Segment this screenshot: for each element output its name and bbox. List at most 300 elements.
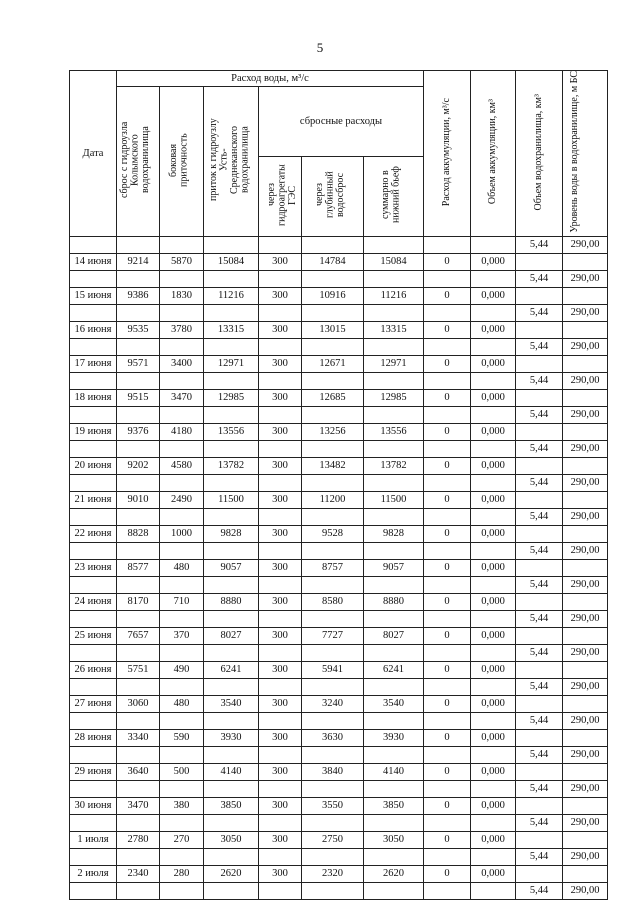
cell-inflow: 4140: [204, 763, 259, 780]
cell-empty: [471, 474, 516, 491]
cell-inflow: 9828: [204, 525, 259, 542]
cell-empty: [70, 542, 117, 559]
cell-outflow: 9571: [117, 355, 160, 372]
cell-empty: [204, 780, 259, 797]
cell-total: 2620: [364, 865, 424, 882]
cell-empty: [302, 644, 364, 661]
cell-hpp: 300: [259, 389, 302, 406]
cell-inflow: 13315: [204, 321, 259, 338]
level-row: [70, 474, 608, 491]
header-outflow: сброс с гидроузла Колымского водохранилища: [117, 87, 160, 237]
cell-empty: [204, 508, 259, 525]
cell-total: 13556: [364, 423, 424, 440]
cell-spillway: 3630: [302, 729, 364, 746]
cell-empty: [70, 406, 117, 423]
cell-volume: 5,44: [516, 474, 563, 491]
cell-acc-vol: 0,000: [471, 865, 516, 882]
cell-outflow: 8828: [117, 525, 160, 542]
cell-empty: [424, 474, 471, 491]
level-row: [70, 678, 608, 695]
table-row: [70, 525, 608, 542]
cell-empty: [471, 746, 516, 763]
cell-empty: [364, 848, 424, 865]
cell-total: 8880: [364, 593, 424, 610]
header-flow-group: Расход воды, м³/с: [117, 71, 424, 87]
cell-date: 1 июля: [70, 831, 117, 848]
table-body: [70, 236, 608, 899]
table-row: [70, 729, 608, 746]
cell-lateral: 4580: [160, 457, 204, 474]
cell-empty: [70, 270, 117, 287]
cell-outflow: 9010: [117, 491, 160, 508]
cell-empty: [160, 814, 204, 831]
cell-inflow: 15084: [204, 253, 259, 270]
cell-empty: [117, 270, 160, 287]
cell-inflow: 12985: [204, 389, 259, 406]
level-row: [70, 406, 608, 423]
cell-spillway: 12671: [302, 355, 364, 372]
cell-hpp: 300: [259, 729, 302, 746]
cell-empty: [204, 474, 259, 491]
cell-empty: [424, 576, 471, 593]
cell-empty: [471, 712, 516, 729]
cell-empty: [259, 644, 302, 661]
cell-empty: [364, 474, 424, 491]
cell-inflow: 6241: [204, 661, 259, 678]
cell-empty: [563, 729, 608, 746]
cell-empty: [424, 780, 471, 797]
cell-outflow: 9376: [117, 423, 160, 440]
header-lateral: боковая приточность: [160, 87, 204, 237]
cell-hpp: 300: [259, 491, 302, 508]
cell-total: 8027: [364, 627, 424, 644]
cell-volume: 5,44: [516, 542, 563, 559]
cell-acc-vol: 0,000: [471, 321, 516, 338]
cell-spillway: 11200: [302, 491, 364, 508]
cell-outflow: 3340: [117, 729, 160, 746]
header-reservoir-volume: Объем водохранилища, км³: [516, 71, 563, 237]
cell-empty: [424, 304, 471, 321]
cell-empty: [364, 780, 424, 797]
cell-outflow: 2340: [117, 865, 160, 882]
cell-hpp: 300: [259, 253, 302, 270]
cell-inflow: 13782: [204, 457, 259, 474]
table-row: [70, 627, 608, 644]
level-row: [70, 338, 608, 355]
level-row: [70, 576, 608, 593]
cell-level: 290,00: [563, 372, 608, 389]
table-row: [70, 321, 608, 338]
cell-empty: [563, 355, 608, 372]
cell-empty: [160, 678, 204, 695]
cell-hpp: 300: [259, 355, 302, 372]
cell-empty: [259, 576, 302, 593]
table-row: [70, 253, 608, 270]
cell-empty: [364, 576, 424, 593]
level-row: [70, 610, 608, 627]
cell-acc-rate: 0: [424, 797, 471, 814]
cell-inflow: 11500: [204, 491, 259, 508]
cell-empty: [117, 882, 160, 899]
cell-empty: [160, 610, 204, 627]
cell-empty: [302, 848, 364, 865]
cell-empty: [204, 610, 259, 627]
cell-hpp: 300: [259, 321, 302, 338]
cell-empty: [302, 678, 364, 695]
cell-empty: [563, 389, 608, 406]
cell-empty: [424, 644, 471, 661]
cell-empty: [259, 814, 302, 831]
initial-level-row: [70, 236, 608, 253]
cell-empty: [117, 814, 160, 831]
cell-empty: [70, 508, 117, 525]
cell-empty: [424, 848, 471, 865]
cell-spillway: 13015: [302, 321, 364, 338]
header-through-hpp: через гидроагрегаты ГЭС: [259, 156, 302, 236]
cell-empty: [364, 882, 424, 899]
cell-empty: [516, 559, 563, 576]
cell-empty: [160, 576, 204, 593]
cell-date: 30 июня: [70, 797, 117, 814]
cell-empty: [563, 287, 608, 304]
cell-empty: [302, 610, 364, 627]
cell-empty: [204, 338, 259, 355]
cell-outflow: 5751: [117, 661, 160, 678]
cell-spillway: 8580: [302, 593, 364, 610]
cell-outflow: 3640: [117, 763, 160, 780]
level-row: [70, 712, 608, 729]
cell-empty: [204, 406, 259, 423]
cell-empty: [516, 627, 563, 644]
cell-lateral: 710: [160, 593, 204, 610]
header-total-downstream: суммарно в нижний бьеф: [364, 156, 424, 236]
cell-empty: [70, 338, 117, 355]
cell-level: 290,00: [563, 270, 608, 287]
cell-empty: [204, 678, 259, 695]
cell-outflow: 9515: [117, 389, 160, 406]
cell-total: 9828: [364, 525, 424, 542]
cell-empty: [302, 304, 364, 321]
cell-empty: [424, 712, 471, 729]
cell-empty: [471, 542, 516, 559]
cell-outflow: 9214: [117, 253, 160, 270]
cell-empty: [70, 236, 117, 253]
cell-empty: [70, 678, 117, 695]
cell-empty: [364, 304, 424, 321]
cell-total: 11216: [364, 287, 424, 304]
header-through-spillway: через глубинный водосброс: [302, 156, 364, 236]
cell-empty: [117, 338, 160, 355]
cell-outflow: 2780: [117, 831, 160, 848]
cell-empty: [259, 508, 302, 525]
cell-spillway: 2320: [302, 865, 364, 882]
cell-total: 6241: [364, 661, 424, 678]
table-row: [70, 797, 608, 814]
cell-empty: [516, 593, 563, 610]
cell-empty: [204, 746, 259, 763]
cell-empty: [516, 763, 563, 780]
cell-spillway: 13256: [302, 423, 364, 440]
header-accumulation-rate: Расход аккумуляции, м³/с: [424, 71, 471, 237]
cell-empty: [563, 253, 608, 270]
cell-empty: [424, 882, 471, 899]
cell-empty: [302, 338, 364, 355]
cell-empty: [516, 831, 563, 848]
cell-lateral: 1000: [160, 525, 204, 542]
cell-empty: [302, 474, 364, 491]
cell-date: 28 июня: [70, 729, 117, 746]
cell-empty: [364, 338, 424, 355]
cell-empty: [471, 678, 516, 695]
header-water-level: Уровень воды в водохранилище, м БС: [563, 71, 608, 237]
cell-empty: [204, 576, 259, 593]
cell-empty: [70, 814, 117, 831]
cell-empty: [563, 797, 608, 814]
cell-acc-rate: 0: [424, 253, 471, 270]
cell-empty: [516, 287, 563, 304]
level-row: [70, 440, 608, 457]
cell-acc-vol: 0,000: [471, 627, 516, 644]
cell-acc-vol: 0,000: [471, 253, 516, 270]
cell-empty: [70, 304, 117, 321]
cell-total: 13315: [364, 321, 424, 338]
cell-empty: [364, 712, 424, 729]
cell-empty: [471, 814, 516, 831]
cell-total: 3540: [364, 695, 424, 712]
cell-empty: [204, 644, 259, 661]
cell-inflow: 12971: [204, 355, 259, 372]
cell-acc-rate: 0: [424, 627, 471, 644]
table-row: [70, 763, 608, 780]
cell-empty: [302, 780, 364, 797]
cell-date: 24 июня: [70, 593, 117, 610]
cell-acc-vol: 0,000: [471, 559, 516, 576]
cell-acc-rate: 0: [424, 423, 471, 440]
cell-hpp: 300: [259, 423, 302, 440]
cell-volume: 5,44: [516, 508, 563, 525]
cell-hpp: 300: [259, 763, 302, 780]
cell-lateral: 280: [160, 865, 204, 882]
cell-spillway: 5941: [302, 661, 364, 678]
cell-volume: 5,44: [516, 644, 563, 661]
cell-empty: [424, 746, 471, 763]
cell-empty: [160, 406, 204, 423]
cell-date: 20 июня: [70, 457, 117, 474]
cell-hpp: 300: [259, 695, 302, 712]
cell-acc-rate: 0: [424, 729, 471, 746]
cell-empty: [70, 882, 117, 899]
header-date: Дата: [70, 71, 117, 237]
cell-empty: [302, 746, 364, 763]
cell-empty: [259, 746, 302, 763]
cell-empty: [516, 729, 563, 746]
cell-date: 2 июля: [70, 865, 117, 882]
cell-empty: [364, 610, 424, 627]
cell-empty: [302, 712, 364, 729]
cell-acc-rate: 0: [424, 661, 471, 678]
cell-volume: 5,44: [516, 678, 563, 695]
cell-acc-rate: 0: [424, 457, 471, 474]
cell-empty: [204, 542, 259, 559]
cell-acc-vol: 0,000: [471, 423, 516, 440]
cell-empty: [70, 372, 117, 389]
cell-acc-rate: 0: [424, 525, 471, 542]
level-row: [70, 814, 608, 831]
cell-empty: [471, 372, 516, 389]
cell-acc-vol: 0,000: [471, 491, 516, 508]
cell-date: 26 июня: [70, 661, 117, 678]
cell-outflow: 8170: [117, 593, 160, 610]
cell-empty: [471, 508, 516, 525]
cell-acc-vol: 0,000: [471, 797, 516, 814]
cell-acc-vol: 0,000: [471, 729, 516, 746]
cell-empty: [516, 389, 563, 406]
header-discharge-group: сбросные расходы: [259, 87, 424, 157]
cell-spillway: 13482: [302, 457, 364, 474]
cell-date: 15 июня: [70, 287, 117, 304]
cell-outflow: 3470: [117, 797, 160, 814]
level-row: [70, 780, 608, 797]
cell-empty: [259, 848, 302, 865]
cell-empty: [563, 457, 608, 474]
cell-empty: [471, 236, 516, 253]
level-row: [70, 270, 608, 287]
cell-empty: [424, 440, 471, 457]
cell-acc-vol: 0,000: [471, 831, 516, 848]
cell-level: 290,00: [563, 576, 608, 593]
cell-acc-rate: 0: [424, 321, 471, 338]
cell-volume: 5,44: [516, 814, 563, 831]
cell-lateral: 3400: [160, 355, 204, 372]
cell-empty: [117, 508, 160, 525]
cell-outflow: 9535: [117, 321, 160, 338]
cell-total: 4140: [364, 763, 424, 780]
cell-hpp: 300: [259, 593, 302, 610]
cell-volume: 5,44: [516, 610, 563, 627]
cell-lateral: 490: [160, 661, 204, 678]
cell-acc-vol: 0,000: [471, 661, 516, 678]
cell-date: 14 июня: [70, 253, 117, 270]
cell-empty: [70, 610, 117, 627]
cell-lateral: 480: [160, 559, 204, 576]
cell-empty: [302, 542, 364, 559]
cell-volume: 5,44: [516, 440, 563, 457]
cell-acc-rate: 0: [424, 831, 471, 848]
cell-empty: [302, 814, 364, 831]
cell-acc-rate: 0: [424, 491, 471, 508]
cell-empty: [471, 576, 516, 593]
cell-inflow: 3930: [204, 729, 259, 746]
cell-level: 290,00: [563, 440, 608, 457]
cell-empty: [471, 338, 516, 355]
cell-empty: [160, 440, 204, 457]
cell-volume: 5,44: [516, 712, 563, 729]
cell-empty: [516, 355, 563, 372]
cell-date: 27 июня: [70, 695, 117, 712]
table-row: [70, 661, 608, 678]
cell-inflow: 11216: [204, 287, 259, 304]
cell-date: 18 июня: [70, 389, 117, 406]
cell-empty: [302, 406, 364, 423]
cell-empty: [471, 610, 516, 627]
cell-empty: [259, 712, 302, 729]
cell-empty: [424, 406, 471, 423]
cell-date: 17 июня: [70, 355, 117, 372]
cell-level: 290,00: [563, 678, 608, 695]
cell-spillway: 9528: [302, 525, 364, 542]
header-accumulation-volume: Объем аккумуляции, км³: [471, 71, 516, 237]
cell-empty: [160, 508, 204, 525]
cell-empty: [70, 440, 117, 457]
cell-empty: [302, 576, 364, 593]
cell-lateral: 380: [160, 797, 204, 814]
cell-lateral: 4180: [160, 423, 204, 440]
cell-empty: [70, 848, 117, 865]
cell-volume: 5,44: [516, 270, 563, 287]
cell-level: 290,00: [563, 712, 608, 729]
cell-empty: [516, 321, 563, 338]
cell-empty: [204, 304, 259, 321]
cell-outflow: 9386: [117, 287, 160, 304]
cell-empty: [117, 610, 160, 627]
cell-inflow: 8880: [204, 593, 259, 610]
cell-level: 290,00: [563, 406, 608, 423]
cell-empty: [160, 270, 204, 287]
cell-empty: [516, 661, 563, 678]
cell-acc-rate: 0: [424, 389, 471, 406]
level-row: [70, 882, 608, 899]
cell-date: 23 июня: [70, 559, 117, 576]
cell-empty: [364, 814, 424, 831]
cell-inflow: 8027: [204, 627, 259, 644]
cell-lateral: 3780: [160, 321, 204, 338]
table-row: [70, 423, 608, 440]
cell-empty: [117, 440, 160, 457]
cell-volume: 5,44: [516, 338, 563, 355]
cell-empty: [516, 865, 563, 882]
cell-empty: [424, 814, 471, 831]
cell-spillway: 10916: [302, 287, 364, 304]
cell-empty: [302, 372, 364, 389]
cell-empty: [160, 848, 204, 865]
cell-empty: [424, 372, 471, 389]
cell-empty: [364, 508, 424, 525]
cell-acc-vol: 0,000: [471, 287, 516, 304]
cell-empty: [204, 270, 259, 287]
cell-empty: [563, 423, 608, 440]
cell-spillway: 7727: [302, 627, 364, 644]
cell-level: 290,00: [563, 746, 608, 763]
cell-empty: [259, 338, 302, 355]
cell-acc-vol: 0,000: [471, 457, 516, 474]
cell-volume: 5,44: [516, 304, 563, 321]
cell-acc-rate: 0: [424, 355, 471, 372]
cell-empty: [259, 610, 302, 627]
cell-date: 16 июня: [70, 321, 117, 338]
cell-total: 9057: [364, 559, 424, 576]
cell-lateral: 2490: [160, 491, 204, 508]
cell-inflow: 3050: [204, 831, 259, 848]
cell-empty: [117, 848, 160, 865]
cell-level: 290,00: [563, 508, 608, 525]
cell-empty: [204, 814, 259, 831]
cell-inflow: 13556: [204, 423, 259, 440]
cell-inflow: 3540: [204, 695, 259, 712]
cell-spillway: 12685: [302, 389, 364, 406]
cell-hpp: 300: [259, 457, 302, 474]
cell-acc-vol: 0,000: [471, 763, 516, 780]
cell-empty: [516, 797, 563, 814]
